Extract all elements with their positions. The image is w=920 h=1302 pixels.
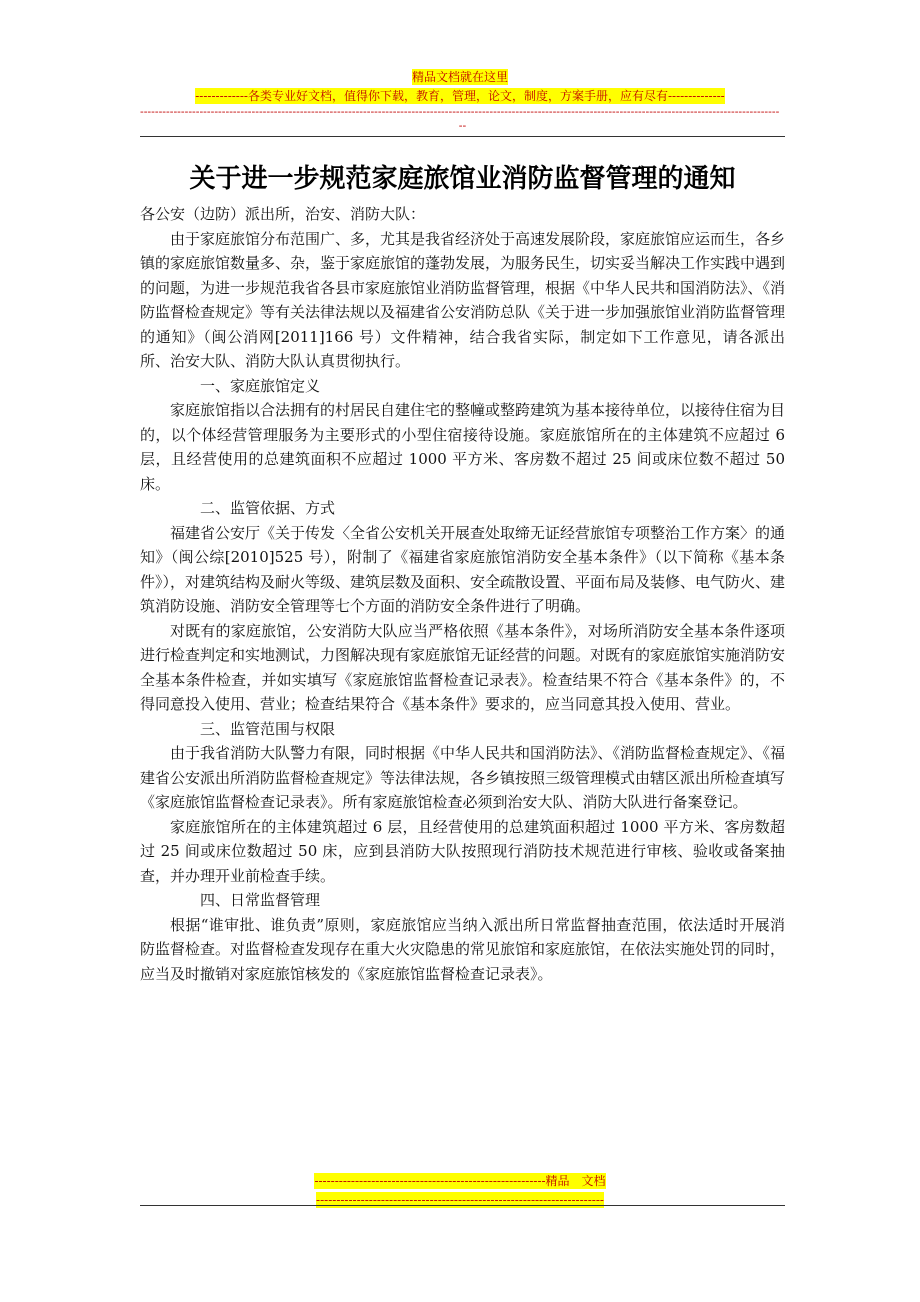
header-banner (0, 66, 920, 104)
body-paragraph: 家庭旅馆所在的主体建筑超过 6 层，且经营使用的总建筑面积超过 1000 平方米、客房数超过 25 间或床位数超过 50 床，应到县消防大队按照现行消防技术规范进行审核、验收或备案抽查，并办理开业前检查手续。 (140, 817, 785, 885)
footer-dash-line: ----------------------------------------------------------------------- (316, 1193, 604, 1207)
body-paragraph: 根据“谁审批、谁负责”原则，家庭旅馆应当纳入派出所日常监督抽查范围，依法适时开展消防监督检查。对监督检查发现存在重大火灾隐患的常见旅馆和家庭旅馆，在依法实施处罚的同时，应当及时撤销对家庭旅馆核发的《家庭旅馆监督检查记录表》。 (140, 915, 786, 983)
header-ad-line: -------------各类专业好文档，值得你下载，教育，管理，论文，制度，方案手册，应有尽有-------------- (195, 89, 725, 103)
body-paragraph: 对既有的家庭旅馆，公安消防大队应当严格依照《基本条件》，对场所消防安全基本条件逐项进行检查判定和实地测试，力图解决现有家庭旅馆无证经营的问题。对既有的家庭旅馆实施消防安全基本条件检查，并如实填写《家庭旅馆监督检查记录表》。检查结果不符合《基本条件》的，不得同意投入使用、营业；检查结果符合《基本条件》要求的，应当同意其投入使用、营业。 (140, 621, 786, 713)
section-heading: 二、监管依据、方式 (200, 499, 336, 517)
body-paragraph: 家庭旅馆指以合法拥有的村居民自建住宅的整幢或整跨建筑为基本接待单位，以接待住宿为目的，以个体经营管理服务为主要形式的小型住宿接待设施。家庭旅馆所在的主体建筑不应超过 6 层，且经营使用的总建筑面积不应超过 1000 平方米、客房数不超过 25 间或床位数不超过 50 床。 (140, 401, 786, 493)
footer-rule (140, 1205, 785, 1206)
footer-banner (0, 1170, 920, 1208)
header-rule (140, 136, 785, 137)
section-heading: 一、家庭旅馆定义 (200, 376, 321, 395)
body-paragraph: 由于我省消防大队警力有限，同时根据《中华人民共和国消防法》、《消防监督检查规定》、《福建省公安派出所消防监督检查规定》等法律法规，各乡镇按照三级管理模式由辖区派出所检查填写《家庭旅馆监督检查记录表》。所有家庭旅馆检查必须到治安大队、消防大队进行备案登记。 (140, 744, 786, 811)
body-paragraph: 由于家庭旅馆分布范围广、多，尤其是我省经济处于高速发展阶段，家庭旅馆应运而生，各乡镇的家庭旅馆数量多、杂，鉴于家庭旅馆的蓬勃发展，为服务民生，切实妥当解决工作实践中遇到的问题，为进一步规范我省各县市家庭旅馆业消防监督管理，根据《中华人民共和国消防法》、《消防监督检查规定》等有关法律法规以及福建省公安消防总队《关于进一步加强旅馆业消防监督管理的通知》（闽公消网[2011]166 号）文件精神，结合我省实际，制定如下工作意见，请各派出所、治安大队、消防大队认真贯彻执行。 (140, 229, 786, 370)
salutation: 各公安（边防）派出所，治安、消防大队： (140, 205, 426, 223)
paragraph-list (140, 227, 785, 987)
section-heading: 四、日常监督管理 (200, 891, 321, 909)
header-tagline: 精品文档就在这里 (411, 70, 508, 84)
document-title: 关于进一步规范家庭旅馆业消防监督管理的通知 (189, 164, 736, 194)
header-dash-tail: -- (458, 119, 467, 132)
section-heading: 三、监管范围与权限 (200, 719, 336, 738)
body-paragraph: 福建省公安厅《关于传发〈全省公安机关开展查处取缔无证经营旅馆专项整治工作方案〉的通知》（闽公综[2010]525 号），附制了《福建省家庭旅馆消防安全基本条件》（以下简称《基本条件》），对建筑结构及耐火等级、建筑层数及面积、安全疏散设置、平面布局及装修、电气防火、建筑消防设施、消防安全管理等七个方面的消防安全条件进行了明确。 (140, 523, 786, 615)
header-dash-line: ---------------------------------------------------------------------------------------------------------------------------------------------------------------------------- (140, 105, 780, 118)
document-body (140, 202, 785, 986)
footer-tagline: ---------------------------------------------------------精品 文档 (314, 1174, 606, 1188)
